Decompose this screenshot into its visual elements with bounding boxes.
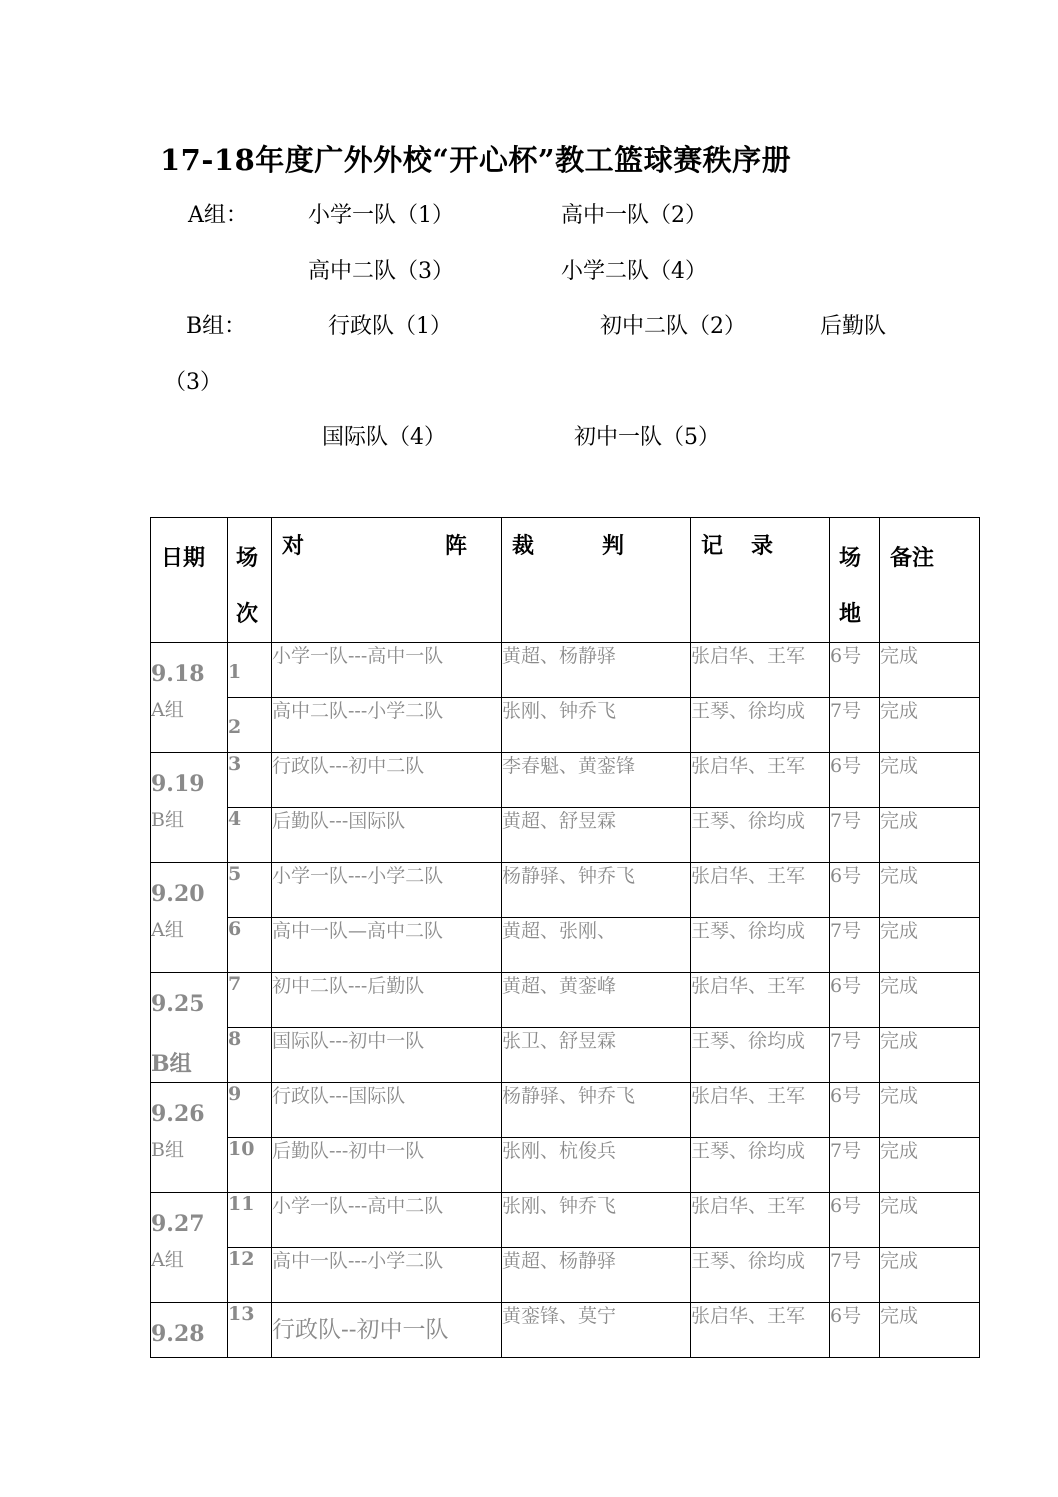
group-b-team-1: 行政队（1）: [328, 314, 452, 339]
referee-cell: 黄超、杨静驿: [502, 643, 691, 698]
schedule-table: [150, 517, 980, 1358]
round-number: 12: [228, 1248, 272, 1303]
note-cell: 完成: [880, 973, 980, 1028]
match-cell: 行政队---初中二队: [272, 753, 502, 808]
referee-cell: 张刚、杭俊兵: [502, 1138, 691, 1193]
venue-cell: 6号: [830, 863, 880, 918]
table-row: [151, 1083, 980, 1138]
venue-cell: 7号: [830, 1028, 880, 1083]
referee-cell: 张刚、钟乔飞: [502, 1193, 691, 1248]
note-cell: 完成: [880, 753, 980, 808]
record-cell: 王琴、徐均成: [691, 698, 830, 753]
note-cell: 完成: [880, 1083, 980, 1138]
match-cell: 高中二队---小学二队: [272, 698, 502, 753]
match-cell: 小学一队---高中二队: [272, 1193, 502, 1248]
note-cell: 完成: [880, 808, 980, 863]
date-cell: 9.28: [151, 1303, 228, 1358]
match-cell: 小学一队---高中一队: [272, 643, 502, 698]
table-row: [151, 918, 980, 973]
table-row: [151, 1028, 980, 1083]
note-cell: 完成: [880, 918, 980, 973]
group-b-team-2: 初中二队（2）: [600, 314, 746, 339]
table-row: [151, 698, 980, 753]
record-cell: 张启华、王军: [691, 753, 830, 808]
date-cell: 9.26 B组: [151, 1083, 228, 1193]
group-a-team-4: 小学二队（4）: [561, 259, 707, 284]
record-cell: 王琴、徐均成: [691, 1248, 830, 1303]
venue-cell: 6号: [830, 643, 880, 698]
round-number: 7: [228, 973, 272, 1028]
round-number: 8: [228, 1028, 272, 1083]
note-cell: 完成: [880, 1193, 980, 1248]
header-referee: 裁 判: [502, 518, 691, 643]
date-cell: 9.25 B组: [151, 973, 228, 1083]
date-cell: 9.18 A组: [151, 643, 228, 753]
header-venue: 场 地: [830, 518, 880, 643]
match-cell: 高中一队---小学二队: [272, 1248, 502, 1303]
note-cell: 完成: [880, 1028, 980, 1083]
group-a-team-3: 高中二队（3）: [308, 259, 454, 284]
group-a-team-1: 小学一队（1）: [308, 203, 454, 228]
referee-cell: 黄超、张刚、: [502, 918, 691, 973]
record-cell: 王琴、徐均成: [691, 918, 830, 973]
venue-cell: 6号: [830, 973, 880, 1028]
venue-cell: 6号: [830, 1083, 880, 1138]
table-row: [151, 753, 980, 808]
round-number: 13: [228, 1303, 272, 1358]
header-round: 场 次: [228, 518, 272, 643]
venue-cell: 7号: [830, 808, 880, 863]
table-row: [151, 973, 980, 1028]
note-cell: 完成: [880, 1138, 980, 1193]
record-cell: 张启华、王军: [691, 863, 830, 918]
round-number: 3: [228, 753, 272, 808]
referee-cell: 张卫、舒昱霖: [502, 1028, 691, 1083]
date-cell: 9.27 A组: [151, 1193, 228, 1303]
document-title: 17-18年度广外外校“开心杯”教工篮球赛秩序册: [160, 143, 792, 177]
match-cell: 后勤队---初中一队: [272, 1138, 502, 1193]
group-b-label: B组：: [186, 314, 247, 339]
round-number: 11: [228, 1193, 272, 1248]
note-cell: 完成: [880, 863, 980, 918]
round-number: 10: [228, 1138, 272, 1193]
venue-cell: 6号: [830, 1303, 880, 1358]
round-number: 9: [228, 1083, 272, 1138]
match-cell: 高中一队—高中二队: [272, 918, 502, 973]
header-date: 日期: [151, 518, 228, 643]
table-row: [151, 1248, 980, 1303]
note-cell: 完成: [880, 1248, 980, 1303]
header-note: 备注: [880, 518, 980, 643]
match-cell: 后勤队---国际队: [272, 808, 502, 863]
group-a-label: A组：: [188, 203, 248, 228]
table-row: [151, 643, 980, 698]
group-b-team-5: 初中一队（5）: [574, 425, 720, 450]
referee-cell: 张刚、钟乔飞: [502, 698, 691, 753]
table-header-row: [151, 518, 980, 643]
round-number: 1: [228, 643, 272, 698]
date-cell: 9.20 A组: [151, 863, 228, 973]
group-b-team-4: 国际队（4）: [322, 425, 446, 450]
referee-cell: 黄超、杨静驿: [502, 1248, 691, 1303]
date-cell: 9.19 B组: [151, 753, 228, 863]
venue-cell: 7号: [830, 698, 880, 753]
venue-cell: 7号: [830, 918, 880, 973]
record-cell: 王琴、徐均成: [691, 808, 830, 863]
match-cell: 行政队--初中一队: [272, 1303, 502, 1358]
referee-cell: 黄超、舒昱霖: [502, 808, 691, 863]
match-cell: 初中二队---后勤队: [272, 973, 502, 1028]
venue-cell: 6号: [830, 753, 880, 808]
group-b-team-3-number: （3）: [164, 370, 222, 395]
header-match: 对 阵: [272, 518, 502, 643]
venue-cell: 7号: [830, 1248, 880, 1303]
match-cell: 小学一队---小学二队: [272, 863, 502, 918]
table-row: [151, 1193, 980, 1248]
referee-cell: 李春魁、黄銮锋: [502, 753, 691, 808]
match-cell: 国际队---初中一队: [272, 1028, 502, 1083]
group-a-team-2: 高中一队（2）: [561, 203, 707, 228]
table-row: [151, 863, 980, 918]
note-cell: 完成: [880, 1303, 980, 1358]
referee-cell: 杨静驿、钟乔飞: [502, 863, 691, 918]
record-cell: 张启华、王军: [691, 1303, 830, 1358]
round-number: 6: [228, 918, 272, 973]
referee-cell: 黄超、黄銮峰: [502, 973, 691, 1028]
record-cell: 张启华、王军: [691, 643, 830, 698]
round-number: 5: [228, 863, 272, 918]
venue-cell: 7号: [830, 1138, 880, 1193]
record-cell: 张启华、王军: [691, 973, 830, 1028]
venue-cell: 6号: [830, 1193, 880, 1248]
match-cell: 行政队---国际队: [272, 1083, 502, 1138]
header-record: 记 录: [691, 518, 830, 643]
table-row: [151, 1303, 980, 1358]
referee-cell: 杨静驿、钟乔飞: [502, 1083, 691, 1138]
round-number: 4: [228, 808, 272, 863]
referee-cell: 黄銮锋、莫宁: [502, 1303, 691, 1358]
table-row: [151, 1138, 980, 1193]
note-cell: 完成: [880, 698, 980, 753]
record-cell: 王琴、徐均成: [691, 1138, 830, 1193]
record-cell: 王琴、徐均成: [691, 1028, 830, 1083]
group-b-team-3: 后勤队: [820, 314, 887, 339]
record-cell: 张启华、王军: [691, 1193, 830, 1248]
round-number: 2: [228, 698, 272, 753]
note-cell: 完成: [880, 643, 980, 698]
table-row: [151, 808, 980, 863]
record-cell: 张启华、王军: [691, 1083, 830, 1138]
